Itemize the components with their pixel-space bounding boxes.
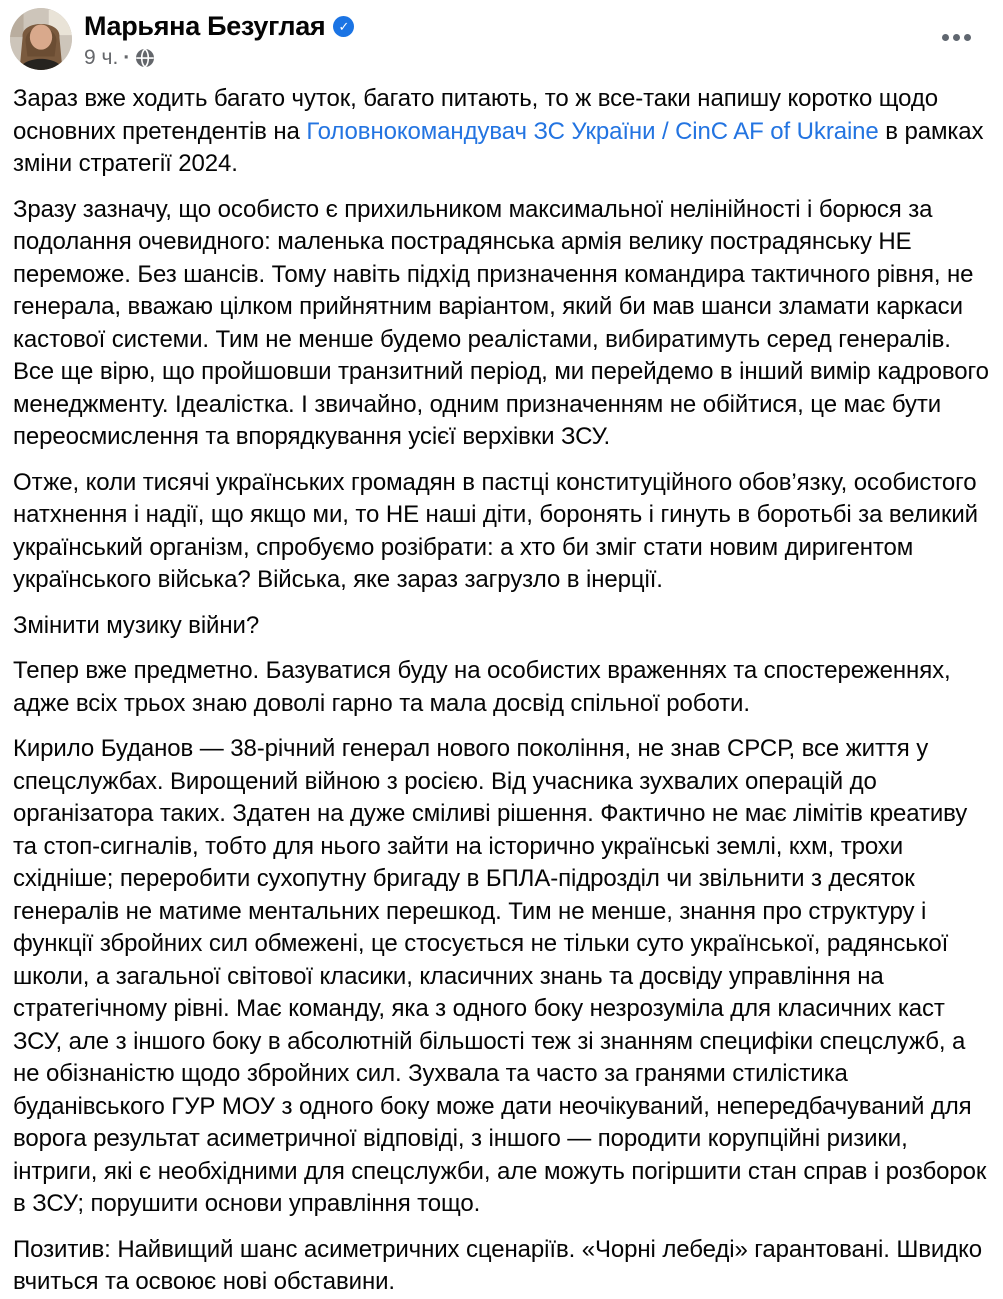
- post-options-menu-icon[interactable]: [934, 26, 979, 49]
- post-timestamp[interactable]: 9 ч.: [84, 46, 119, 70]
- author-name[interactable]: Марьяна Безуглая: [84, 11, 326, 41]
- paragraph-personal-impressions: Тепер вже предметно. Базуватися буду на особистих враженнях та спостереженнях, адже всіх трьох знаю доволі гарно та мала досвід спільної роботи.: [13, 657, 951, 717]
- header-info: [84, 8, 354, 70]
- post-header: [0, 0, 1003, 70]
- paragraph-positives: Позитив: Найвищий шанс асиметричних сценаріїв. «Чорні лебеді» гарантовані. Швидко вчиться та освоює нові обставини.: [13, 1235, 982, 1296]
- paragraph-intro-before: Зараз вже ходить багато чуток, багато питають, то ж все-таки напишу коротко щодо основних претендентів на: [13, 85, 939, 145]
- paragraph-citizens: Отже, коли тисячі українських громадян в пастці конституційного обов’язку, особистого натхнення і надії, що якщо ми, то НЕ наші діти, боронять і гинуть в боротьбі за великий український організм, спробуємо розібрати: а хто би зміг стати новим диригентом українського війська? Війська, яке зараз загрузло в інерції.: [13, 468, 978, 594]
- paragraph-nonlinearity: Зразу зазначу, що особисто є прихильником максимальної нелінійності і борюся за подолання очевидного: маленька пострадянська армія велику пострадянську НЕ переможе. Без шансів. Тому навіть підхід призначення командира тактичного рівня, не генерала, вважаю цілком прийнятним варіантом, який би мав шанси зламати каркаси кастової системи. Тим не менше будемо реалістами, вибиратимуть серед генералів. Все ще вірю, що пройшовши транзитний період, ми перейдемо в інший вимір кадрового менеджменту. Ідеалістка. І звичайно, одним призначенням не обійтися, це має бути переосмислення та впорядкування усієї верхівки ЗСУ.: [13, 195, 989, 451]
- cinc-af-ukraine-link[interactable]: Головнокомандувач ЗС України / CinC AF of Ukraine: [306, 117, 879, 145]
- verified-badge-icon: ✓: [333, 16, 354, 37]
- paragraph-intro: [13, 83, 989, 181]
- paragraph-budanov: Кирило Буданов — 38-річний генерал нового покоління, не знав СРСР, все життя у спецслужбах. Вирощений війною з росією. Від учасника зухвалих операцій до організатора таких. Здатен на дуже сміливі рішення. Фактично не має лімітів креативу та стоп-сигналів, тобто для нього зайти на історично українські землі, кхм, трохи східніше; переробити сухопутну бригаду в БПЛА-підрозділ чи звільнити з десяток генералів не матиме ментальних перешкод. Тим не менше, знання про структуру і функції збройних сил обмежені, це стосується не тільки суто української, радянської школи, а загальної світової класики, класичних знань та досвіду управління на стратегічному рівні. Має команду, яка з одного боку незрозуміла для класичних каст ЗСУ, але з іншого боку в абсолютній більшості теж зі знанням специфіки спецслужб, а не обізнаністю щодо збройних сил. Зухвала та часто за гранями стилістика буданівського ГУР МОУ з одного боку може дати неочікуваний, непередбачуваний для ворога результат асиметричної відповіді, з іншого — породити корупційні ризики, інтриги, які є необхідними для спецслужби, але можуть погіршити стан справ і розборок в ЗСУ; порушити основи управління тощо.: [13, 735, 987, 1218]
- post-meta-row: [84, 46, 354, 70]
- paragraph-intro-after: в рамках зміни стратегії 2024.: [13, 117, 984, 178]
- profile-photo-image: [10, 8, 72, 70]
- paragraph-change-music-question: Змінити музику війни?: [13, 611, 260, 639]
- avatar[interactable]: [10, 8, 72, 70]
- meta-separator-dot: ·: [123, 46, 131, 70]
- author-name-row: [84, 11, 354, 42]
- post-body: [0, 70, 1003, 1299]
- globe-public-icon: [135, 48, 155, 68]
